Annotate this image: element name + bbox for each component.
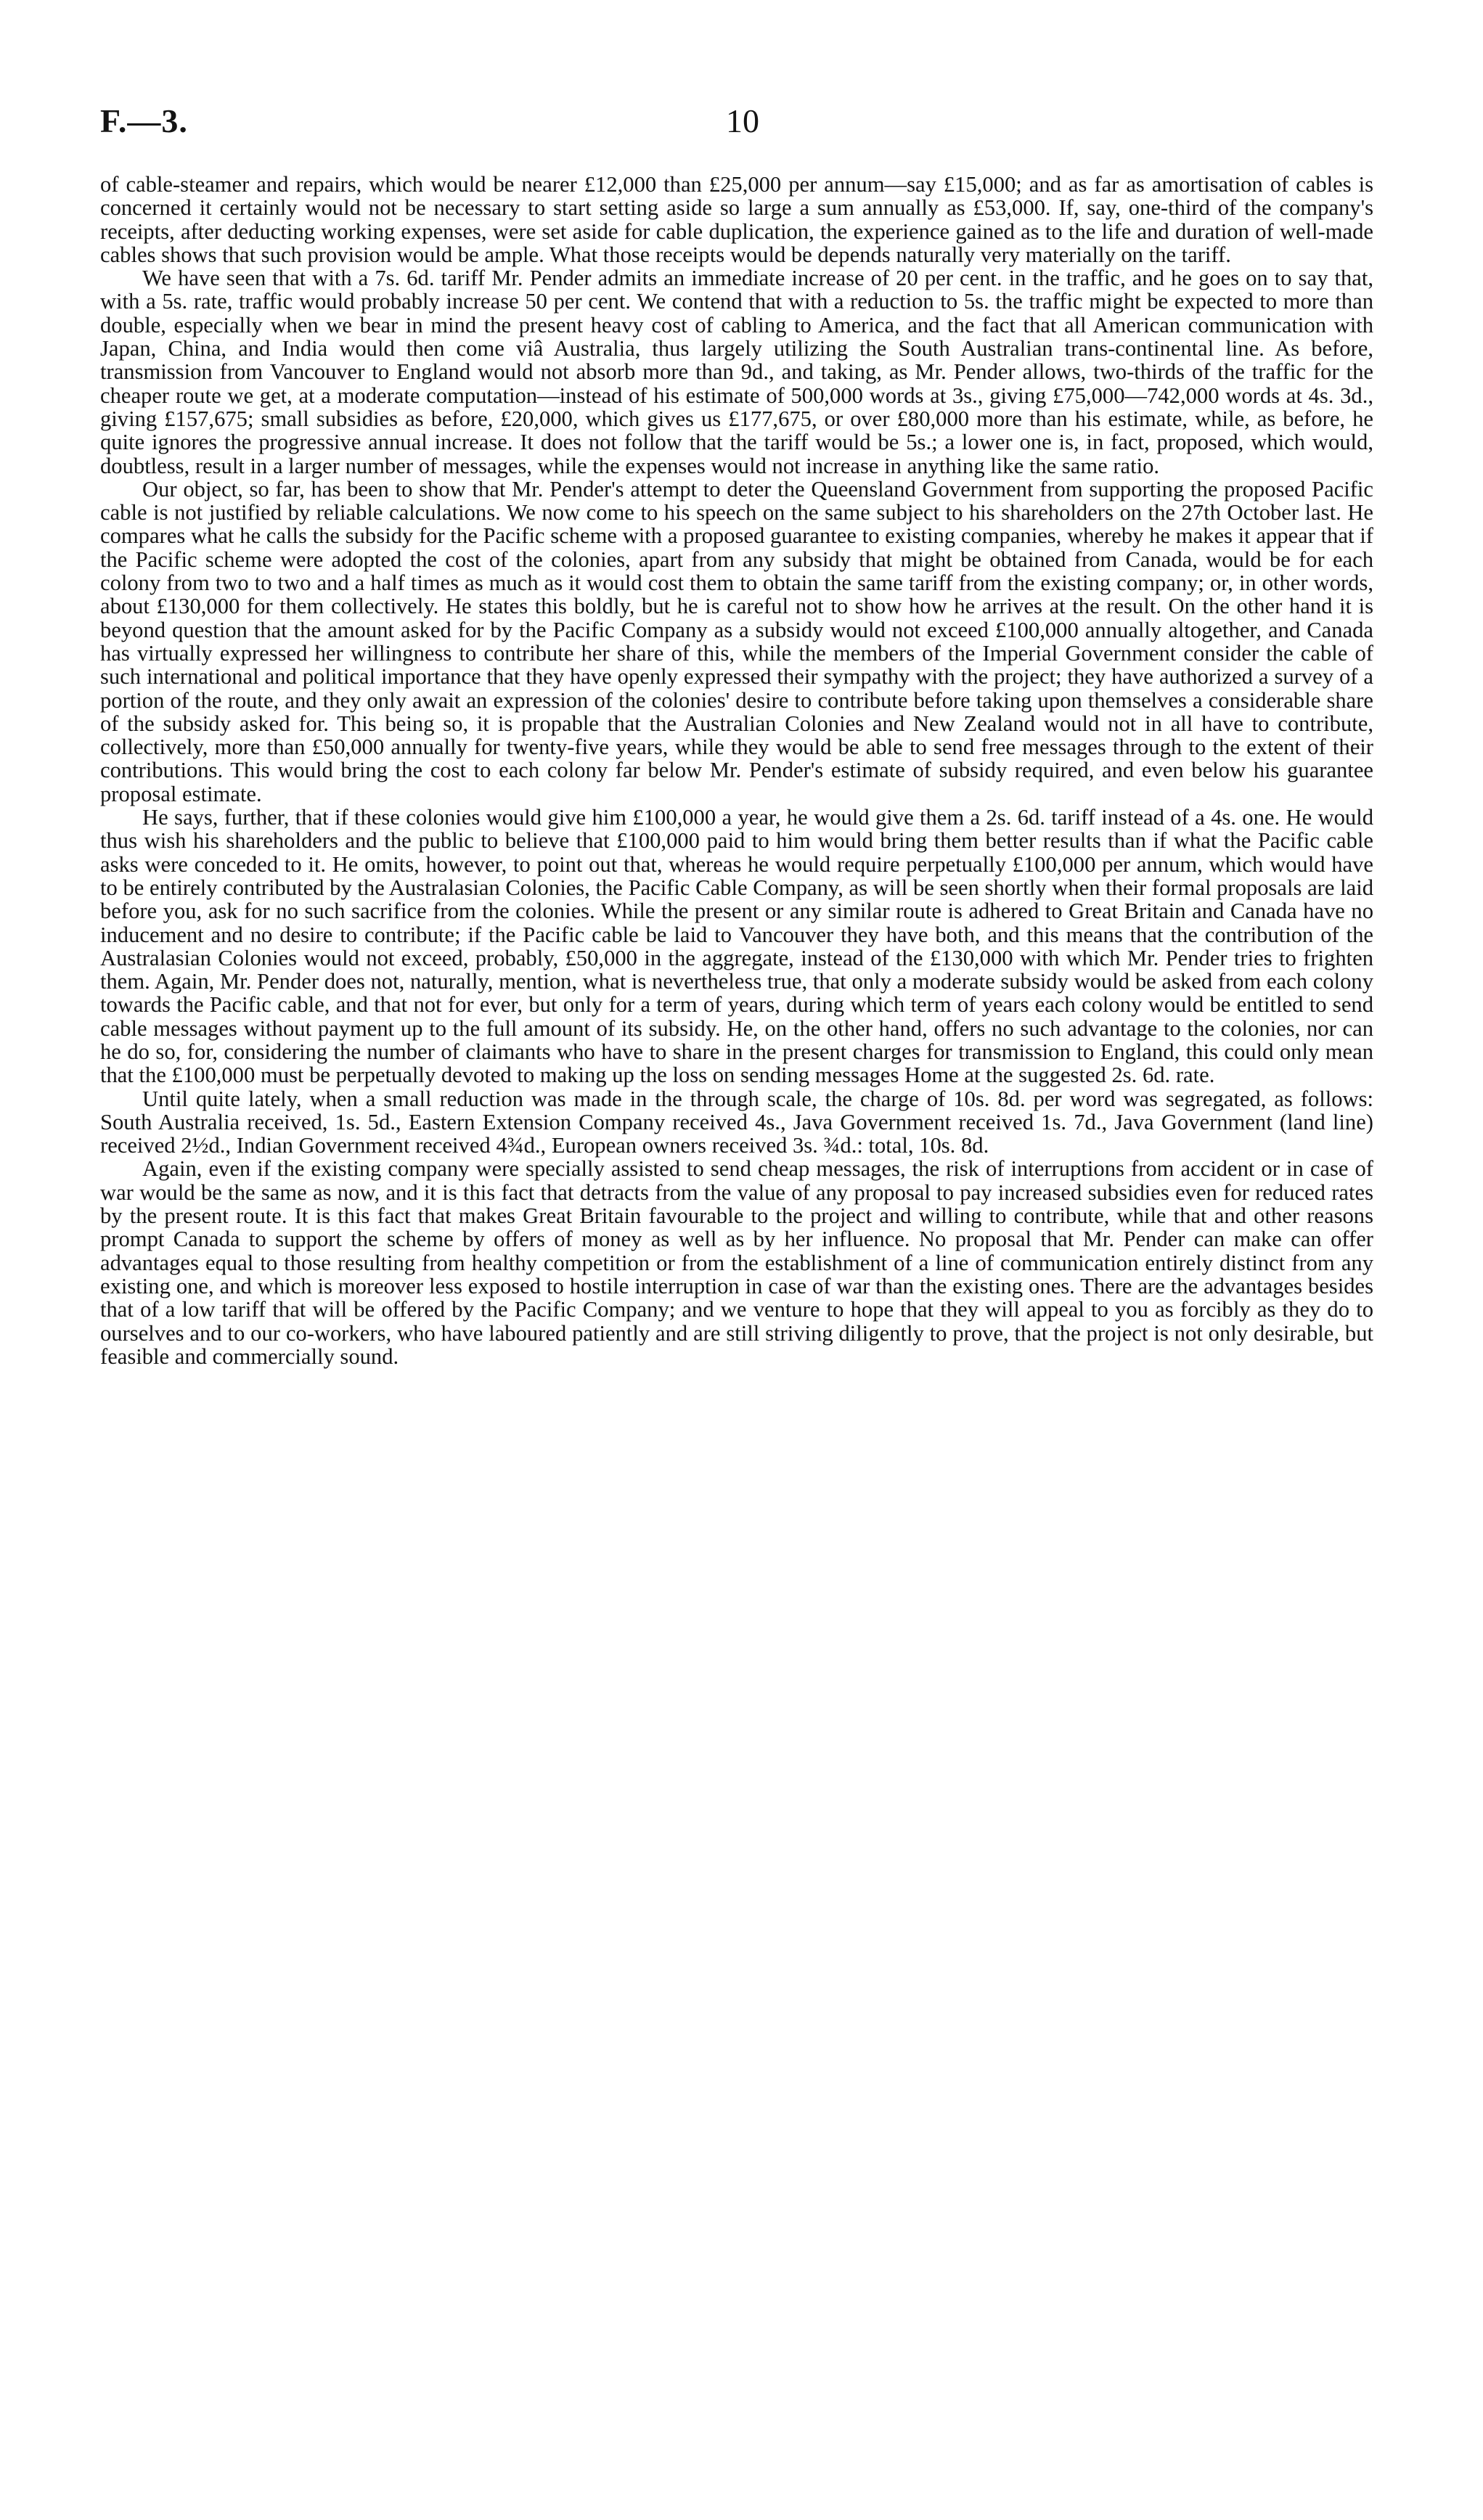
paragraph-conclusion: Again, even if the existing company were specially assisted to send cheap messages, the risk of interruptions from accident or in case of war would be the same as now, and it is this fact that detracts from the value of any proposal to pay increased subsidies even for reduced rates by the present route. It is this fact that makes Great Britain favourable to the project and willing to contribute, while that and other reasons prompt Canada to support the scheme by offers of money as well as by her influence. No proposal that Mr. Pender can make can offer advantages equal to those resulting from healthy competition or from the establishment of a line of communication entirely distinct from any existing one, and which is moreover less exposed to hostile interruption in case of war than the existing ones. There are the advantages besides that of a low tariff that will be offered by the Pacific Company; and we venture to hope that they will appeal to you as forcibly as they do to ourselves and to our co-workers, who have laboured patiently and are still striving diligently to prove, that the project is not only desirable, but feasible and commercially sound. <box>100 1156 1373 1369</box>
document-reference: F.—3. <box>100 102 188 139</box>
body-text <box>100 173 1373 1368</box>
paragraph-traffic-estimate: We have seen that with a 7s. 6d. tariff Mr. Pender admits an immediate increase of 20 per cent. in the traffic, and he goes on to say that, with a 5s. rate, traffic would probably increase 50 per cent. We contend that with a reduction to 5s. the traffic might be expected to more than double, especially when we bear in mind the present heavy cost of cabling to America, and the fact that all American communication with Japan, China, and India would then come viâ Australia, thus largely utilizing the South Australian trans-continental line. As before, transmission from Vancouver to England would not absorb more than 9d., and taking, as Mr. Pender allows, two-thirds of the traffic for the cheaper route we get, at a moderate computation—instead of his estimate of 500,000 words at 3s., giving £75,000—742,000 words at 4s. 3d., giving £157,675; small subsidies as before, £20,000, which gives us £177,675, or over £80,000 more than his estimate, while, as before, he quite ignores the progressive annual increase. It does not follow that the tariff would be 5s.; a lower one is, in fact, proposed, which would, doubtless, result in a larger number of messages, while the expenses would not increase in anything like the same ratio. <box>100 266 1373 478</box>
page-header <box>100 102 1373 145</box>
paragraph-charge-breakdown: Until quite lately, when a small reduction was made in the through scale, the charge of 10s. 8d. per word was segregated, as follows: South Australia received, 1s. 5d., Eastern Extension Company received 4s., Java Government received 1s. 7d., Java Government (land line) received 2½d., Indian Government received 4¾d., European owners received 3s. ¾d.: total, 10s. 8d. <box>100 1086 1373 1158</box>
paragraph-continuation: of cable-steamer and repairs, which would be nearer £12,000 than £25,000 per annum—say £15,000; and as far as amortisation of cables is concerned it certainly would not be necessary to start setting aside so large a sum annually as £53,000. If, say, one-third of the company's receipts, after deducting working expenses, were set aside for cable duplication, the experience gained as to the life and duration of well-made cables shows that such provision would be ample. What those receipts would be depends naturally very materially on the tariff. <box>100 172 1373 267</box>
paragraph-subsidy-comparison: Our object, so far, has been to show that Mr. Pender's attempt to deter the Queensland Government from supporting the proposed Pacific cable is not justified by reliable calculations. We now come to his speech on the same subject to his shareholders on the 27th October last. He compares what he calls the subsidy for the Pacific scheme with a proposed guarantee to existing companies, whereby he makes it appear that if the Pacific scheme were adopted the cost of the colonies, apart from any subsidy that might be obtained from Canada, would be for each colony from two to two and a half times as much as it would cost them to obtain the same tariff from the existing company; or, in other words, about £130,000 for them collectively. He states this boldly, but he is careful not to show how he arrives at the result. On the other hand it is beyond question that the amount asked for by the Pacific Company as a subsidy would not exceed £100,000 annually altogether, and Canada has virtually expressed her willingness to contribute her share of this, while the members of the Imperial Government consider the cable of such international and political importance that they have openly expressed their sympathy with the project; they have authorized a survey of a portion of the route, and they only await an expression of the colonies' desire to contribute before taking upon themselves a considerable share of the subsidy asked for. This being so, it is propable that the Australian Colonies and New Zealand would not in all have to contribute, collectively, more than £50,000 annually for twenty-five years, while they would be able to send free messages through to the extent of their contributions. This would bring the cost to each colony far below Mr. Pender's estimate of subsidy required, and even below his guarantee proposal estimate. <box>100 476 1373 806</box>
page-number: 10 <box>726 102 759 139</box>
paragraph-pender-offer: He says, further, that if these colonies would give him £100,000 a year, he would give them a 2s. 6d. tariff instead of a 4s. one. He would thus wish his shareholders and the public to believe that £100,000 paid to him would bring them better results than if what the Pacific cable asks were conceded to it. He omits, however, to point out that, whereas he would require perpetually £100,000 per annum, which would have to be entirely contributed by the Australasian Colonies, the Pacific Cable Company, as will be seen shortly when their formal proposals are laid before you, ask for no such sacrifice from the colonies. While the present or any similar route is adhered to Great Britain and Canada have no inducement and no desire to contribute; if the Pacific cable be laid to Vancouver they have both, and this means that the contribution of the Australasian Colonies would not exceed, probably, £50,000 in the aggregate, instead of the £130,000 with which Mr. Pender tries to frighten them. Again, Mr. Pender does not, naturally, mention, what is nevertheless true, that only a moderate subsidy would be asked from each colony towards the Pacific cable, and that not for ever, but only for a term of years, during which term of years each colony would be entitled to send cable messages without payment up to the full amount of its subsidy. He, on the other hand, offers no such advantage to the colonies, nor can he do so, for, considering the number of claimants who have to share in the present charges for transmission to England, this could only mean that the £100,000 must be perpetually devoted to making up the loss on sending messages Home at the suggested 2s. 6d. rate. <box>100 805 1373 1088</box>
